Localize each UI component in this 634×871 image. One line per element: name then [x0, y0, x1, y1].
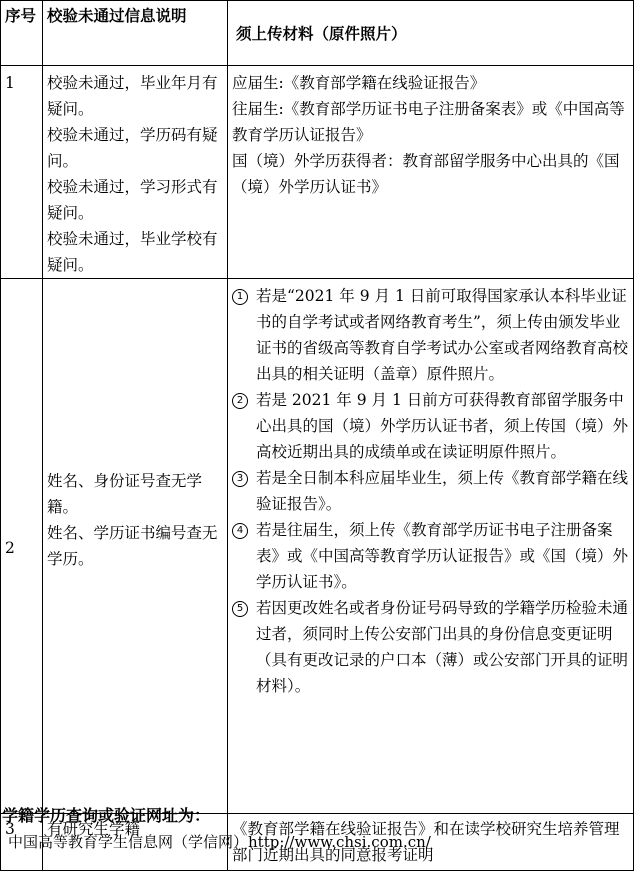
header-seq: 序号 — [1, 1, 43, 66]
circled-number-3-icon: 3 — [232, 471, 248, 487]
reason-text: 校验未通过，学历码有疑问。 — [47, 126, 218, 170]
list-item-text: 若因更改姓名或者身份证号码导致的学籍学历检验未通过者，须同时上传公安部门出具的身份信息变更证明（具有更改记录的户口本（薄）或公安部门开具的证明材料）。 — [256, 599, 629, 695]
material-text: 往届生:《教育部学历证书电子注册备案表》或《中国高等教育学历认证报告》 — [232, 100, 625, 144]
list-item — [232, 387, 629, 465]
row-number: 1 — [1, 66, 43, 279]
material-text: 应届生:《教育部学籍在线验证报告》 — [232, 74, 486, 92]
table-header-row — [1, 1, 634, 66]
circled-number-1-icon: 1 — [232, 289, 248, 305]
row-number: 3 — [1, 814, 43, 871]
row-number: 2 — [1, 279, 43, 814]
footer-website-line: 中国高等教育学生信息网（学信网）http://www.chsi.com.cn/ — [8, 833, 431, 851]
list-item-text: 若是“2021 年 9 月 1 日前可取得国家承认本科毕业证书的自学考试或者网络教育考生”，须上传由颁发毕业证书的省级高等教育自学考试办公室或者网络教育高校出具的相关证明（盖章）原件照片。 — [256, 287, 629, 383]
header-materials: 须上传材料（原件照片） — [228, 1, 634, 66]
circled-number-4-icon: 4 — [232, 523, 248, 539]
list-item-text: 若是全日制本科应届毕业生，须上传《教育部学籍在线验证报告》。 — [256, 469, 629, 513]
circled-number-5-icon: 5 — [232, 601, 248, 617]
list-item — [232, 517, 629, 595]
reason-cell — [43, 279, 228, 814]
header-reason: 校验未通过信息说明 — [43, 1, 228, 66]
footer-title: 学籍学历查询或验证网址为： — [2, 806, 211, 825]
list-item — [232, 283, 629, 387]
reason-text: 姓名、身份证号查无学籍。 — [47, 472, 203, 516]
reason-text: 校验未通过，毕业学校有疑问。 — [47, 230, 218, 274]
reason-cell — [43, 66, 228, 279]
reason-text: 姓名、学历证书编号查无学历。 — [47, 524, 218, 568]
material-list — [232, 283, 629, 699]
material-text: 国（境）外学历获得者：教育部留学服务中心出具的《国（境）外学历认证书》 — [232, 152, 620, 196]
list-item-text: 若是 2021 年 9 月 1 日前方可获得教育部留学服务中心出具的国（境）外学历认证书者，须上传国（境）外高校近期出具的成绩单或在读证明原件照片。 — [256, 391, 629, 461]
list-item-text: 若是往届生，须上传《教育部学历证书电子注册备案表》或《中国高等教育学历认证报告》或《国（境）外学历认证书》。 — [256, 521, 629, 591]
list-item — [232, 595, 629, 699]
table-row — [1, 279, 634, 814]
materials-cell — [228, 66, 634, 279]
list-item — [232, 465, 629, 517]
materials-cell — [228, 279, 634, 814]
reason-text: 校验未通过，毕业年月有疑问。 — [47, 74, 218, 118]
table-row — [1, 66, 634, 279]
circled-number-2-icon: 2 — [232, 393, 248, 409]
material-text: 《教育部学籍在线验证报告》和在读学校研究生培养管理部门近期出具的同意报考证明 — [228, 814, 634, 871]
reason-text: 校验未通过，学习形式有疑问。 — [47, 178, 218, 222]
reason-text: 有研究生学籍 — [43, 814, 228, 871]
